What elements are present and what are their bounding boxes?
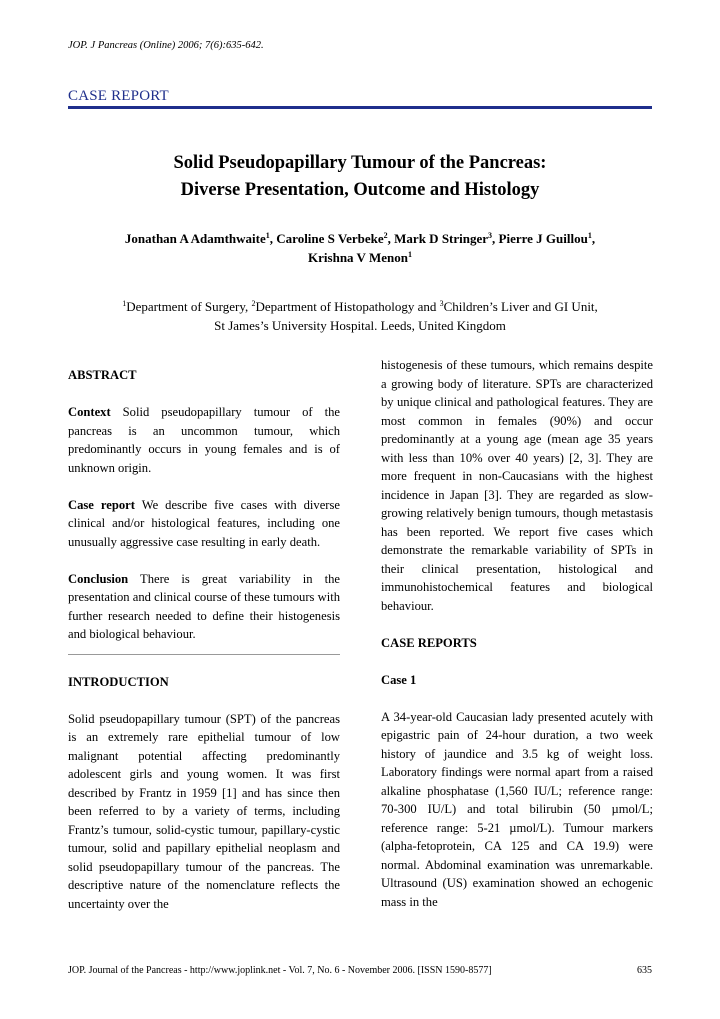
case-1-heading: Case 1 (381, 672, 417, 687)
section-label: CASE REPORT (68, 88, 169, 104)
abstract-context (68, 403, 340, 477)
title-line-1: Solid Pseudopapillary Tumour of the Pancreas: (173, 153, 547, 173)
affiliation-liver-unit: Children’s Liver and GI Unit, (443, 299, 598, 314)
introduction-continued: histogenesis of these tumours, which remains despite a growing body of literature. SPTs are characterized by unique clinical and pathological features. They are most common in females (90%) and occur predominantly at a young age (mean age 35 years with less than 10% over 40 years) [2, 3]. They are more frequent in non-Caucasians with the highest incidence in Japan [3]. They are regarded as slow-growing relatively benign tumours, though metastasis has been reported. We report five cases which demonstrate the remarkable variability of SPTs in their clinical presentation, histological and immunohistochemical features and biological behaviour. (381, 358, 653, 613)
case-reports-heading: CASE REPORTS (381, 635, 477, 650)
author-list (68, 229, 652, 267)
author-name: Caroline S Verbeke (276, 231, 384, 246)
case-report-label: Case report (68, 497, 135, 512)
journal-reference: JOP. J Pancreas (Online) 2006; 7(6):635-642. (68, 40, 264, 51)
author-line-1 (68, 229, 652, 248)
author-affiliation-mark: 1 (265, 231, 270, 240)
right-column (381, 356, 653, 911)
affiliation-line-1 (68, 297, 652, 316)
author-affiliation-mark: 3 (488, 231, 493, 240)
affiliations (68, 297, 652, 335)
left-column (68, 366, 340, 913)
conclusion-label: Conclusion (68, 571, 129, 586)
affiliation-mark: 2 (251, 299, 256, 308)
author-name: Mark D Stringer (394, 231, 489, 246)
abstract-conclusion (68, 570, 340, 644)
author-separator: , (591, 231, 596, 246)
context-label: Context (68, 405, 111, 419)
introduction-heading: INTRODUCTION (68, 674, 169, 689)
author-line-2 (68, 248, 652, 267)
conclusion-text: There is great variability in the presentation and clinical course of these tumours with further research needed to define their histogenesis and biological behaviour. (68, 571, 340, 641)
page-number: 635 (637, 965, 652, 976)
affiliation-line-2: St James’s University Hospital. Leeds, United Kingdom (214, 318, 506, 333)
author-separator: , (492, 231, 499, 246)
abstract-divider (68, 654, 340, 655)
author-affiliation-mark: 1 (587, 231, 592, 240)
abstract-case-report (68, 496, 340, 552)
author-name: Krishna V Menon (308, 250, 408, 265)
author-separator: , (269, 231, 277, 246)
title-line-2: Diverse Presentation, Outcome and Histology (180, 180, 540, 200)
affiliation-mark: 3 (439, 299, 444, 308)
case-1-text: A 34-year-old Caucasian lady presented acutely with epigastric pain of 24-hour duration, a two week history of jaundice and 3.5 kg of weight loss. Laboratory findings were normal apart from a raised alkaline phosphatase (1,560 IU/L; reference range: 70-300 IU/L) and total bilirubin (50 µmol/L; reference range: 5-21 µmol/L). Tumour markers (alpha-fetoprotein, CA 125 and CA 19.9) were normal. Abdominal examination was unremarkable. Ultrasound (US) examination showed an echogenic mass in the (381, 709, 653, 909)
article-title (68, 150, 652, 204)
abstract-heading: ABSTRACT (68, 368, 137, 382)
context-text: Solid pseudopapillary tumour of the pancreas is an uncommon tumour, which predominantly occurs in young females and is of unknown origin. (68, 405, 340, 475)
author-affiliation-mark: 1 (407, 250, 412, 259)
introduction-text: Solid pseudopapillary tumour (SPT) of the pancreas is an extremely rare epithelial tumour of low malignant potential affecting predominantly adolescent girls and young women. It was first described by Frantz in 1959 [1] and has since then been referred to by a variety of terms, including Frantz’s tumour, solid-cystic tumour, papillary-cystic tumour, solid and papillary epithelial neoplasm and solid pseudopapillary tumour of the pancreas. The descriptive nature of the nomenclature reflects the uncertainty over the (68, 711, 340, 911)
author-affiliation-mark: 2 (383, 231, 388, 240)
case-report-text: We describe five cases with diverse clinical and/or histological features, including one unusually aggressive case resulting in early death. (68, 497, 340, 549)
author-name: Jonathan A Adamthwaite (124, 231, 266, 246)
header-rule (68, 106, 652, 109)
author-separator: , (387, 231, 395, 246)
affiliation-surgery: Department of Surgery, (126, 299, 252, 314)
affiliation-mark: 1 (122, 299, 127, 308)
affiliation-histopathology: Department of Histopathology and (255, 299, 440, 314)
page-footer (68, 965, 652, 976)
author-name: Pierre J Guillou (498, 231, 588, 246)
footer-journal-info: JOP. Journal of the Pancreas - http://www.joplink.net - Vol. 7, No. 6 - November 2006. [ISSN 1590-8577] (68, 965, 492, 976)
